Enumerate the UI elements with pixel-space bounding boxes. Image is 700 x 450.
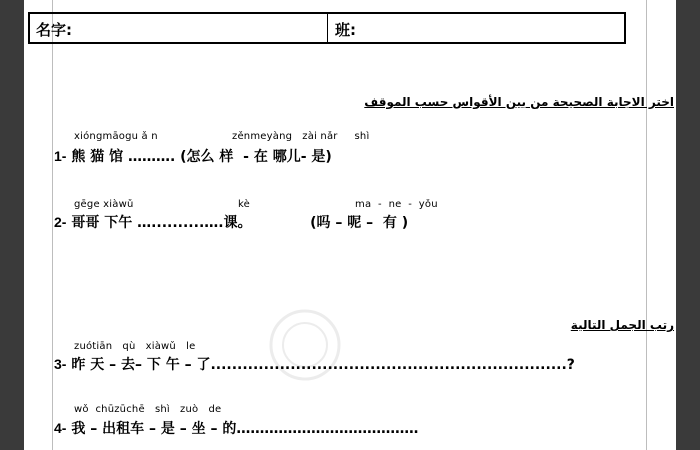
page-margin-line-right xyxy=(646,0,647,450)
question-4-number: 4- xyxy=(54,420,67,436)
item1-pinyin-right: zěnmeyàng zài nǎr shì xyxy=(232,131,370,142)
item2-pinyin-left: gēge xiàwǔ xyxy=(74,199,134,210)
question-2 xyxy=(54,212,408,232)
question-3-text: 昨 天 – 去– 下 午 – 了...................................................................? xyxy=(66,357,575,373)
item4-pinyin: wǒ chūzūchē shì zuò de xyxy=(74,404,222,415)
item2-pinyin-right: ma - ne - yǒu xyxy=(355,199,438,210)
question-1-number: 1- xyxy=(54,148,67,164)
page-margin-line-left xyxy=(52,0,53,450)
student-info-box xyxy=(28,12,626,44)
question-3-number: 3- xyxy=(54,356,67,372)
question-4 xyxy=(54,418,418,438)
item2-pinyin-middle: kè xyxy=(238,199,250,210)
class-label: 班: xyxy=(335,21,356,39)
question-1-text: 熊 猫 馆 ………. (怎么 样 - 在 哪儿- 是) xyxy=(66,149,332,165)
item3-pinyin: zuótiān qù xiàwǔ le xyxy=(74,341,196,352)
question-1 xyxy=(54,146,332,166)
section1-instruction: اختر الاجابة الصحيحة من بين الأقواس حسب الموقف xyxy=(364,95,674,109)
item1-pinyin-left: xióngmāogu ǎ n xyxy=(74,131,158,142)
name-label: 名字: xyxy=(36,21,72,39)
question-4-text: 我 – 出租车 – 是 – 坐 – 的………………………………… xyxy=(66,421,419,437)
question-2-text: 哥哥 下午 …..........….课。 (吗 – 呢 – 有 ) xyxy=(66,215,409,231)
section2-instruction: رتب الجمل التالية xyxy=(570,318,674,332)
question-2-number: 2- xyxy=(54,214,67,230)
header-divider xyxy=(327,14,328,42)
